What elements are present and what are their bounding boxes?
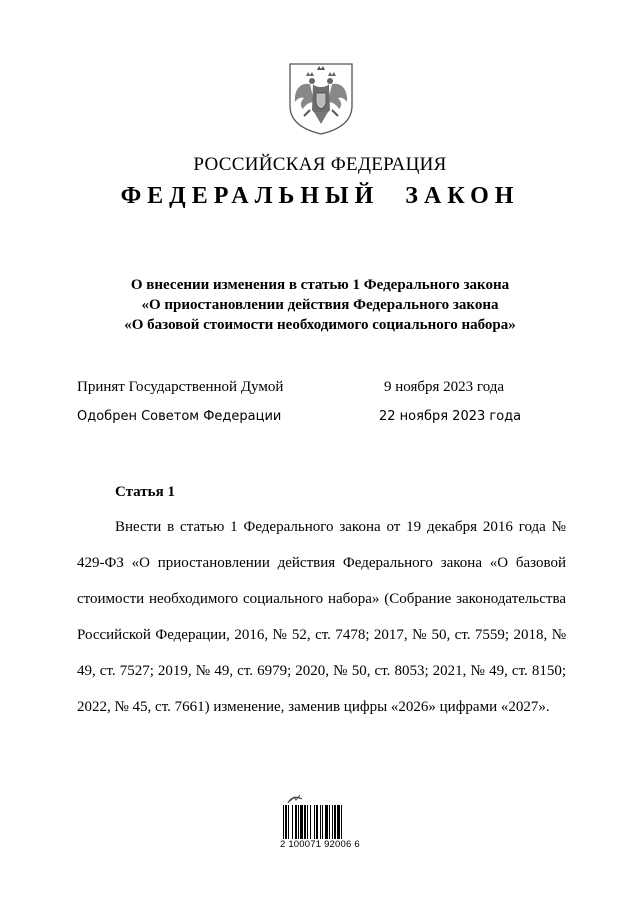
law-title-line: «О базовой стоимости необходимого социального набора» (124, 317, 516, 333)
document-type: ФЕДЕРАЛЬНЫЙ ЗАКОН (120, 183, 520, 209)
adoption-date: 9 ноября 2023 года (384, 379, 505, 395)
barcode-number: 2 100071 92006 6 (280, 839, 360, 850)
adoption-date: 22 ноября 2023 года (379, 409, 522, 424)
law-title (60, 275, 580, 335)
law-title-line: О внесении изменения в статью 1 Федерального закона (130, 277, 510, 293)
country-name: РОССИЙСКАЯ ФЕДЕРАЦИЯ (193, 154, 447, 175)
coat-of-arms-icon (288, 62, 354, 136)
law-title-line: «О приостановлении действия Федерального закона (141, 297, 499, 313)
barcode-logo-icon (286, 793, 304, 805)
barcode (282, 793, 362, 853)
article-text: Внести в статью 1 Федерального закона от 19 декабря 2016 года № 429-ФЗ «О приостановлении действия Федерального закона «О базовой стоимости необходимого социального набора» (Собрание законодательства Российской Федерации, 2016, № 52, ст. 7478; 2017, № 50, ст. 7559; 2018, № 49, ст. 7527; 2019, № 49, ст. 6979; 2020, № 50, ст. 8053; 2021, № 49, ст. 8150; 2022, № 45, ст. 7661) изменение, заменив цифры «2026» цифрами «2027». (77, 519, 566, 715)
adoption-label: Принят Государственной Думой (77, 379, 284, 395)
barcode-bars (282, 805, 362, 839)
adoption-label: Одобрен Советом Федерации (77, 409, 282, 424)
article-heading: Статья 1 (115, 484, 175, 500)
